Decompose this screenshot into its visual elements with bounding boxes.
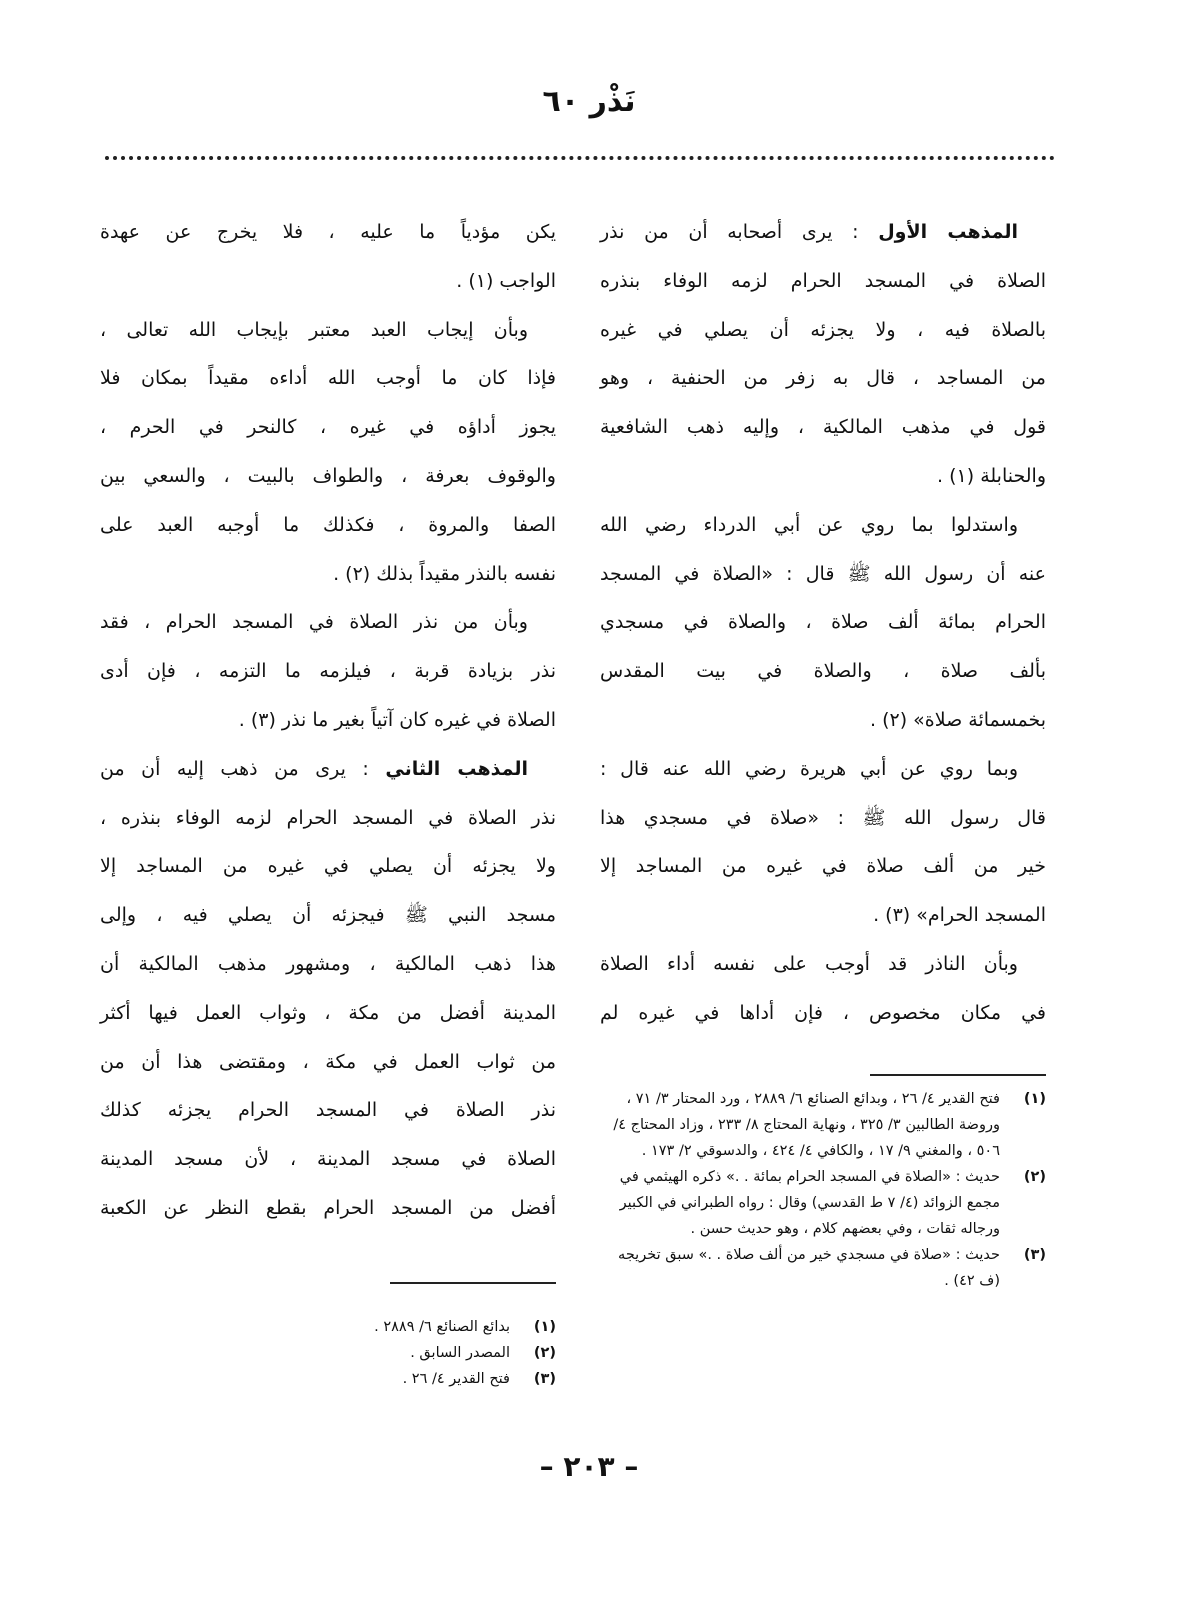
footnote bbox=[600, 1086, 1046, 1164]
text-line: المدينة أفضل من مكة ، وثواب العمل فيها أكثر bbox=[100, 1001, 556, 1024]
footnote-text: حديث : «صلاة في مسجدي خير من ألف صلاة . .» سبق تخريجه (ف ٤٢) . bbox=[618, 1247, 1000, 1289]
text-line: قال رسول الله ﷺ : «صلاة في مسجدي هذا bbox=[600, 806, 1046, 829]
right-column-body bbox=[600, 208, 1046, 1038]
text-line: الواجب (١) . bbox=[456, 269, 556, 292]
page-header-title: نَذْر ٦٠ bbox=[542, 84, 636, 119]
text-line: قول في مذهب المالكية ، وإليه ذهب الشافعية bbox=[600, 416, 1046, 439]
left-footnotes bbox=[100, 1314, 556, 1392]
footnote bbox=[600, 1242, 1046, 1294]
text-line: مسجد النبي ﷺ فيجزئه أن يصلي فيه ، وإلى bbox=[100, 904, 556, 927]
text-line: المسجد الحرام» (٣) . bbox=[873, 904, 1046, 927]
text-line: الصلاة في غيره كان آتياً بغير ما نذر (٣) . bbox=[238, 708, 556, 731]
footnote-number: (٣) bbox=[533, 1371, 556, 1387]
footnote-number: (٣) bbox=[1023, 1247, 1046, 1263]
text-line bbox=[600, 208, 1046, 257]
footnote-number: (١) bbox=[1023, 1091, 1046, 1107]
text-line: من ثواب العمل في مكة ، ومقتضى هذا أن من bbox=[100, 1050, 556, 1073]
text-line: يجوز أداؤه في غيره ، كالنحر في الحرم ، bbox=[100, 416, 556, 439]
text-line: من المساجد ، قال به زفر من الحنفية ، وهو bbox=[600, 367, 1046, 390]
text-line: الصلاة في مسجد المدينة ، لأن مسجد المدينة bbox=[100, 1148, 556, 1171]
text-line: نذر الصلاة في المسجد الحرام يجزئه كذلك bbox=[100, 1099, 556, 1122]
footnote bbox=[100, 1340, 556, 1366]
footnote-text: حديث : «الصلاة في المسجد الحرام بمائة . .» ذكره الهيثمي في مجمع الزوائد (٤/ ٧ ط القدسي) وقال : رواه الطبراني في الكبير ورجاله ثقات ، وفي بعضهم كلام ، وهو حديث حسن . bbox=[619, 1169, 1000, 1237]
text-line: والوقوف بعرفة ، والطواف بالبيت ، والسعي بين bbox=[100, 464, 556, 487]
text-line: والحنابلة (١) . bbox=[937, 464, 1046, 487]
footnote-number: (٢) bbox=[533, 1345, 556, 1361]
left-footnote-rule bbox=[390, 1282, 556, 1284]
footnote-number: (١) bbox=[533, 1319, 556, 1335]
text-line: نذر بزيادة قربة ، فيلزمه ما التزمه ، فإن أدى bbox=[100, 660, 556, 683]
section-heading: المذهب الأول bbox=[878, 221, 1019, 243]
text-line: وبأن إيجاب العبد معتبر بإيجاب الله تعالى ، bbox=[100, 318, 528, 341]
text-line: الحرام بمائة ألف صلاة ، والصلاة في مسجدي bbox=[600, 611, 1046, 634]
text-line: أفضل من المسجد الحرام بقطع النظر عن الكعبة bbox=[100, 1196, 556, 1219]
text-line: الصفا والمروة ، فكذلك ما أوجبه العبد على bbox=[100, 513, 556, 536]
header-dotted-divider bbox=[105, 156, 1055, 160]
text-line: نذر الصلاة في المسجد الحرام لزمه الوفاء بنذره ، bbox=[100, 806, 556, 829]
text-line: ولا يجزئه أن يصلي في غيره من المساجد إلا bbox=[100, 855, 556, 878]
right-footnotes bbox=[600, 1086, 1046, 1294]
text-line: وبأن الناذر قد أوجب على نفسه أداء الصلاة bbox=[600, 952, 1018, 975]
section-heading: المذهب الثاني bbox=[385, 757, 528, 780]
text-line bbox=[100, 745, 556, 794]
text-line: واستدلوا بما روي عن أبي الدرداء رضي الله bbox=[600, 513, 1018, 536]
text-line: هذا ذهب المالكية ، ومشهور مذهب المالكية أن bbox=[100, 952, 556, 975]
line-text: : يرى من ذهب إليه أن من bbox=[100, 757, 386, 780]
page-number: – ٢٠٣ – bbox=[539, 1450, 639, 1483]
footnote bbox=[600, 1164, 1046, 1242]
text-line: نفسه بالنذر مقيداً بذلك (٢) . bbox=[333, 562, 556, 585]
text-line: خير من ألف صلاة في غيره من المساجد إلا bbox=[600, 855, 1046, 878]
footnote-text: بدائع الصنائع ٦/ ٢٨٨٩ . bbox=[374, 1319, 510, 1335]
text-line: وبما روي عن أبي هريرة رضي الله عنه قال : bbox=[600, 757, 1018, 780]
footnote-text: المصدر السابق . bbox=[410, 1345, 510, 1361]
left-column-body bbox=[100, 208, 556, 1233]
line-text: : يرى أصحابه أن من نذر bbox=[600, 221, 879, 243]
text-line: بالصلاة فيه ، ولا يجزئه أن يصلي في غيره bbox=[600, 318, 1046, 341]
text-line: وبأن من نذر الصلاة في المسجد الحرام ، فقد bbox=[100, 611, 528, 634]
text-line: فإذا كان ما أوجب الله أداءه مقيداً بمكان فلا bbox=[100, 367, 556, 390]
footnote-number: (٢) bbox=[1023, 1169, 1046, 1185]
footnote bbox=[100, 1314, 556, 1340]
right-footnote-rule bbox=[870, 1074, 1046, 1076]
text-line: الصلاة في المسجد الحرام لزمه الوفاء بنذره bbox=[600, 269, 1046, 292]
footnote bbox=[100, 1366, 556, 1392]
text-line: بألف صلاة ، والصلاة في بيت المقدس bbox=[600, 660, 1046, 683]
text-line: بخمسمائة صلاة» (٢) . bbox=[870, 708, 1046, 731]
text-line: يكن مؤدياً ما عليه ، فلا يخرج عن عهدة bbox=[100, 221, 556, 243]
footnote-text: فتح القدير ٤/ ٢٦ ، وبدائع الصنائع ٦/ ٢٨٨٩ ، ورد المحتار ٣/ ٧١ ، وروضة الطالبين ٣/ ٣٢٥ ، ونهاية المحتاج ٨/ ٢٣٣ ، وزاد المحتاج ٤/ ٥٠٦ ، والمغني ٩/ ١٧ ، والكافي ٤/ ٤٢٤ ، والدسوقي ٢/ ١٧٣ . bbox=[613, 1091, 1000, 1159]
footnote-text: فتح القدير ٤/ ٢٦ . bbox=[402, 1371, 510, 1387]
text-line: في مكان مخصوص ، فإن أداها في غيره لم bbox=[600, 1001, 1046, 1024]
text-line: عنه أن رسول الله ﷺ قال : «الصلاة في المسجد bbox=[600, 562, 1046, 585]
